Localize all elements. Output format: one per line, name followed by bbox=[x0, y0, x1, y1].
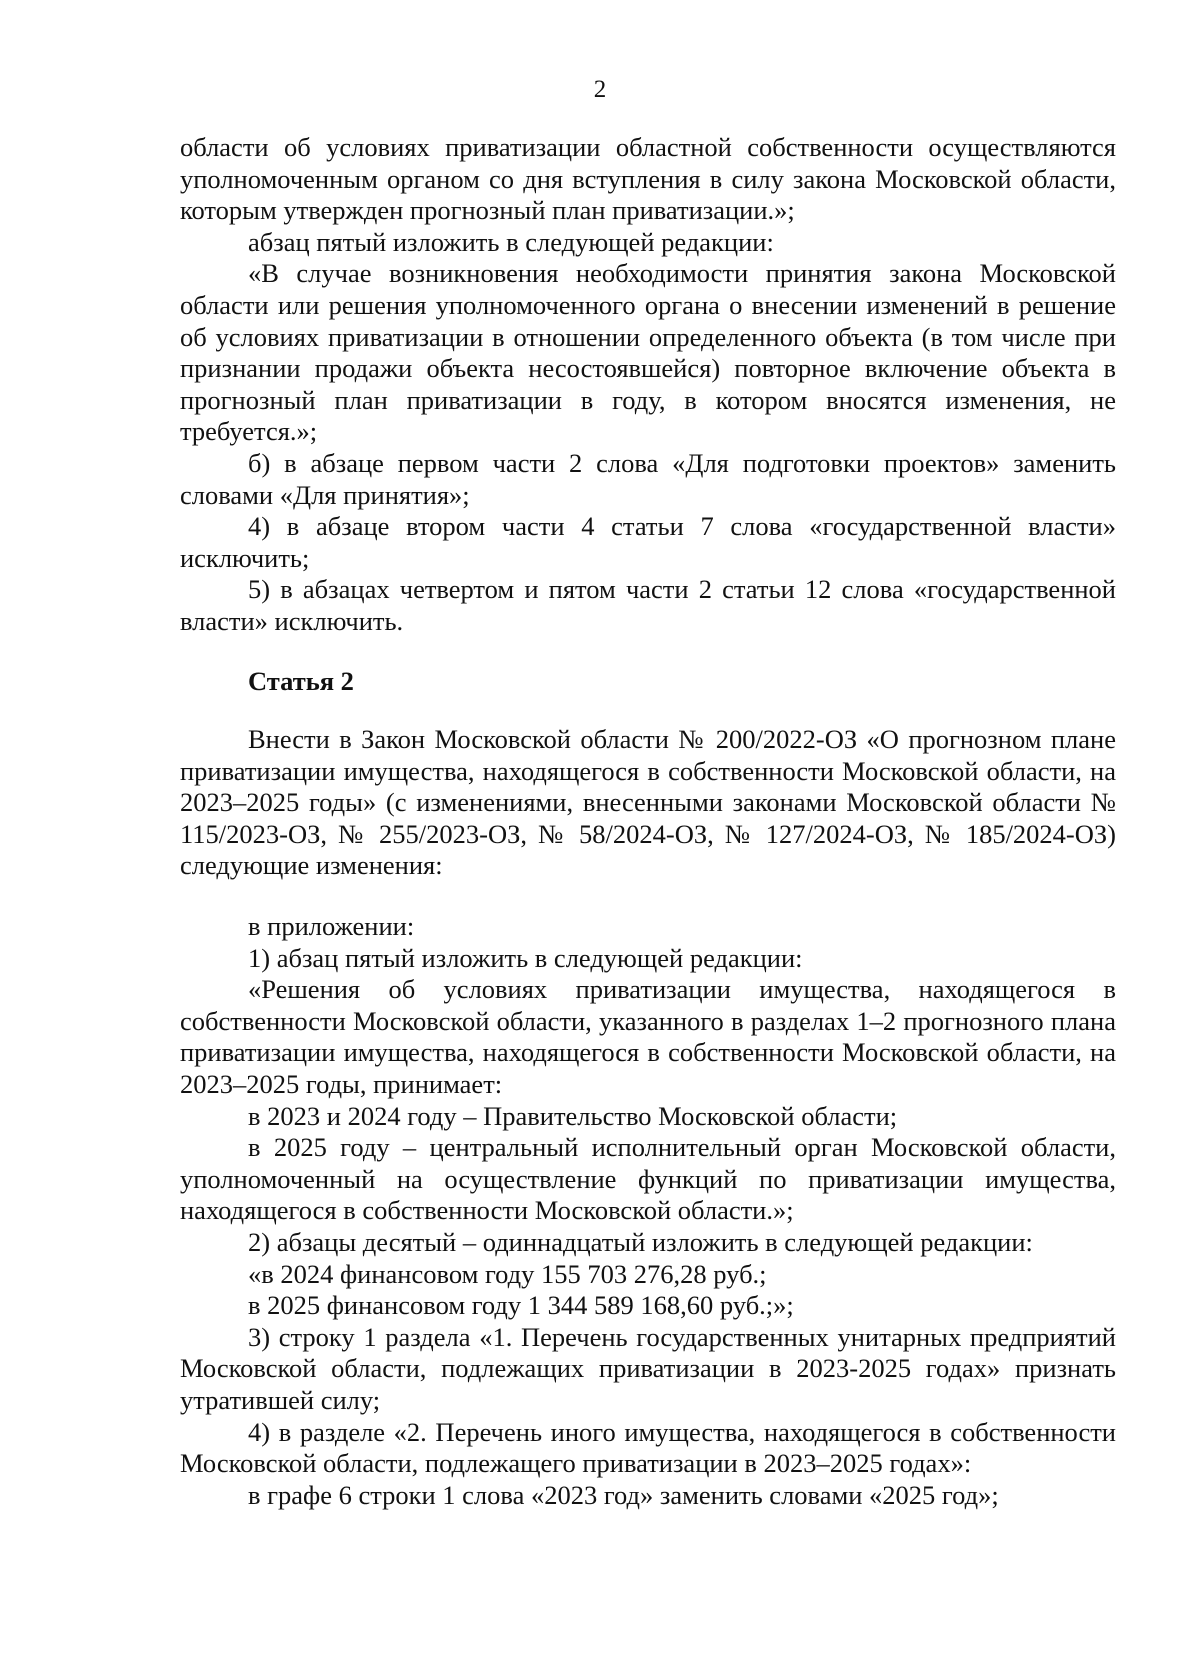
paragraph: 1) абзац пятый изложить в следующей редакции: bbox=[248, 942, 803, 973]
page-number: 2 bbox=[593, 76, 607, 103]
paragraph: в 2023 и 2024 году – Правительство Московской области; bbox=[248, 1100, 898, 1131]
paragraph: в 2025 финансовом году 1 344 589 168,60 руб.;»; bbox=[248, 1290, 794, 1321]
paragraph: 2) абзацы десятый – одиннадцатый изложить в следующей редакции: bbox=[248, 1227, 1033, 1257]
paragraph: «Решения об условиях приватизации имущества, находящегося в собственности Московской области, указанного в разделах 1–2 прогнозного плана приватизации имущества, находящегося в собственности Московской области, на 2023–2025 годы, принимает: bbox=[180, 974, 1116, 1100]
paragraph: абзац пятый изложить в следующей редакции: bbox=[248, 226, 774, 257]
paragraph: б) в абзаце первом части 2 слова «Для подготовки проектов» заменить словами «Для принятия»; bbox=[180, 447, 1116, 510]
paragraph: «в 2024 финансовом году 155 703 276,28 руб.; bbox=[248, 1258, 767, 1289]
document-body bbox=[180, 132, 1116, 1511]
paragraph: 4) в разделе «2. Перечень иного имущества, находящегося в собственности Московской области, подлежащего приватизации в 2023–2025 годах»: bbox=[180, 1416, 1116, 1479]
paragraph: 4) в абзаце втором части 4 статьи 7 слова «государственной власти» исключить; bbox=[180, 511, 1116, 573]
article-heading: Статья 2 bbox=[248, 665, 354, 696]
paragraph: в 2025 году – центральный исполнительный орган Московской области, уполномоченный на осуществление функций по приватизации имущества, находящегося в собственности Московской области.»; bbox=[180, 1132, 1116, 1226]
paragraph: «В случае возникновения необходимости принятия закона Московской области или решения уполномоченного органа о внесении изменений в решение об условиях приватизации в отношении определенного объекта (в том числе при признании продажи объекта несостоявшейся) повторное включение объекта в прогнозный план приватизации в году, в котором вносятся изменения, не требуется.»; bbox=[180, 258, 1116, 447]
paragraph: 3) строку 1 раздела «1. Перечень государственных унитарных предприятий Московской области, подлежащих приватизации в 2023-2025 годах» признать утратившей силу; bbox=[180, 1321, 1116, 1415]
article-intro: Внести в Закон Московской области № 200/2022-ОЗ «О прогнозном плане приватизации имущества, находящегося в собственности Московской области, на 2023–2025 годы» (с изменениями, внесенными законами Московской области № 115/2023-ОЗ, № 255/2023-ОЗ, № 58/2024-ОЗ, № 127/2024-ОЗ, № 185/2024-ОЗ) следующие изменения: bbox=[180, 724, 1116, 881]
paragraph: в графе 6 строки 1 слова «2023 год» заменить словами «2025 год»; bbox=[248, 1479, 999, 1510]
paragraph: 5) в абзацах четвертом и пятом части 2 статьи 12 слова «государственной власти» исключить. bbox=[180, 574, 1116, 636]
paragraph: в приложении: bbox=[248, 911, 415, 942]
paragraph: области об условиях приватизации областной собственности осуществляются уполномоченным органом со дня вступления в силу закона Московской области, которым утвержден прогнозный план приватизации.»; bbox=[180, 132, 1116, 226]
